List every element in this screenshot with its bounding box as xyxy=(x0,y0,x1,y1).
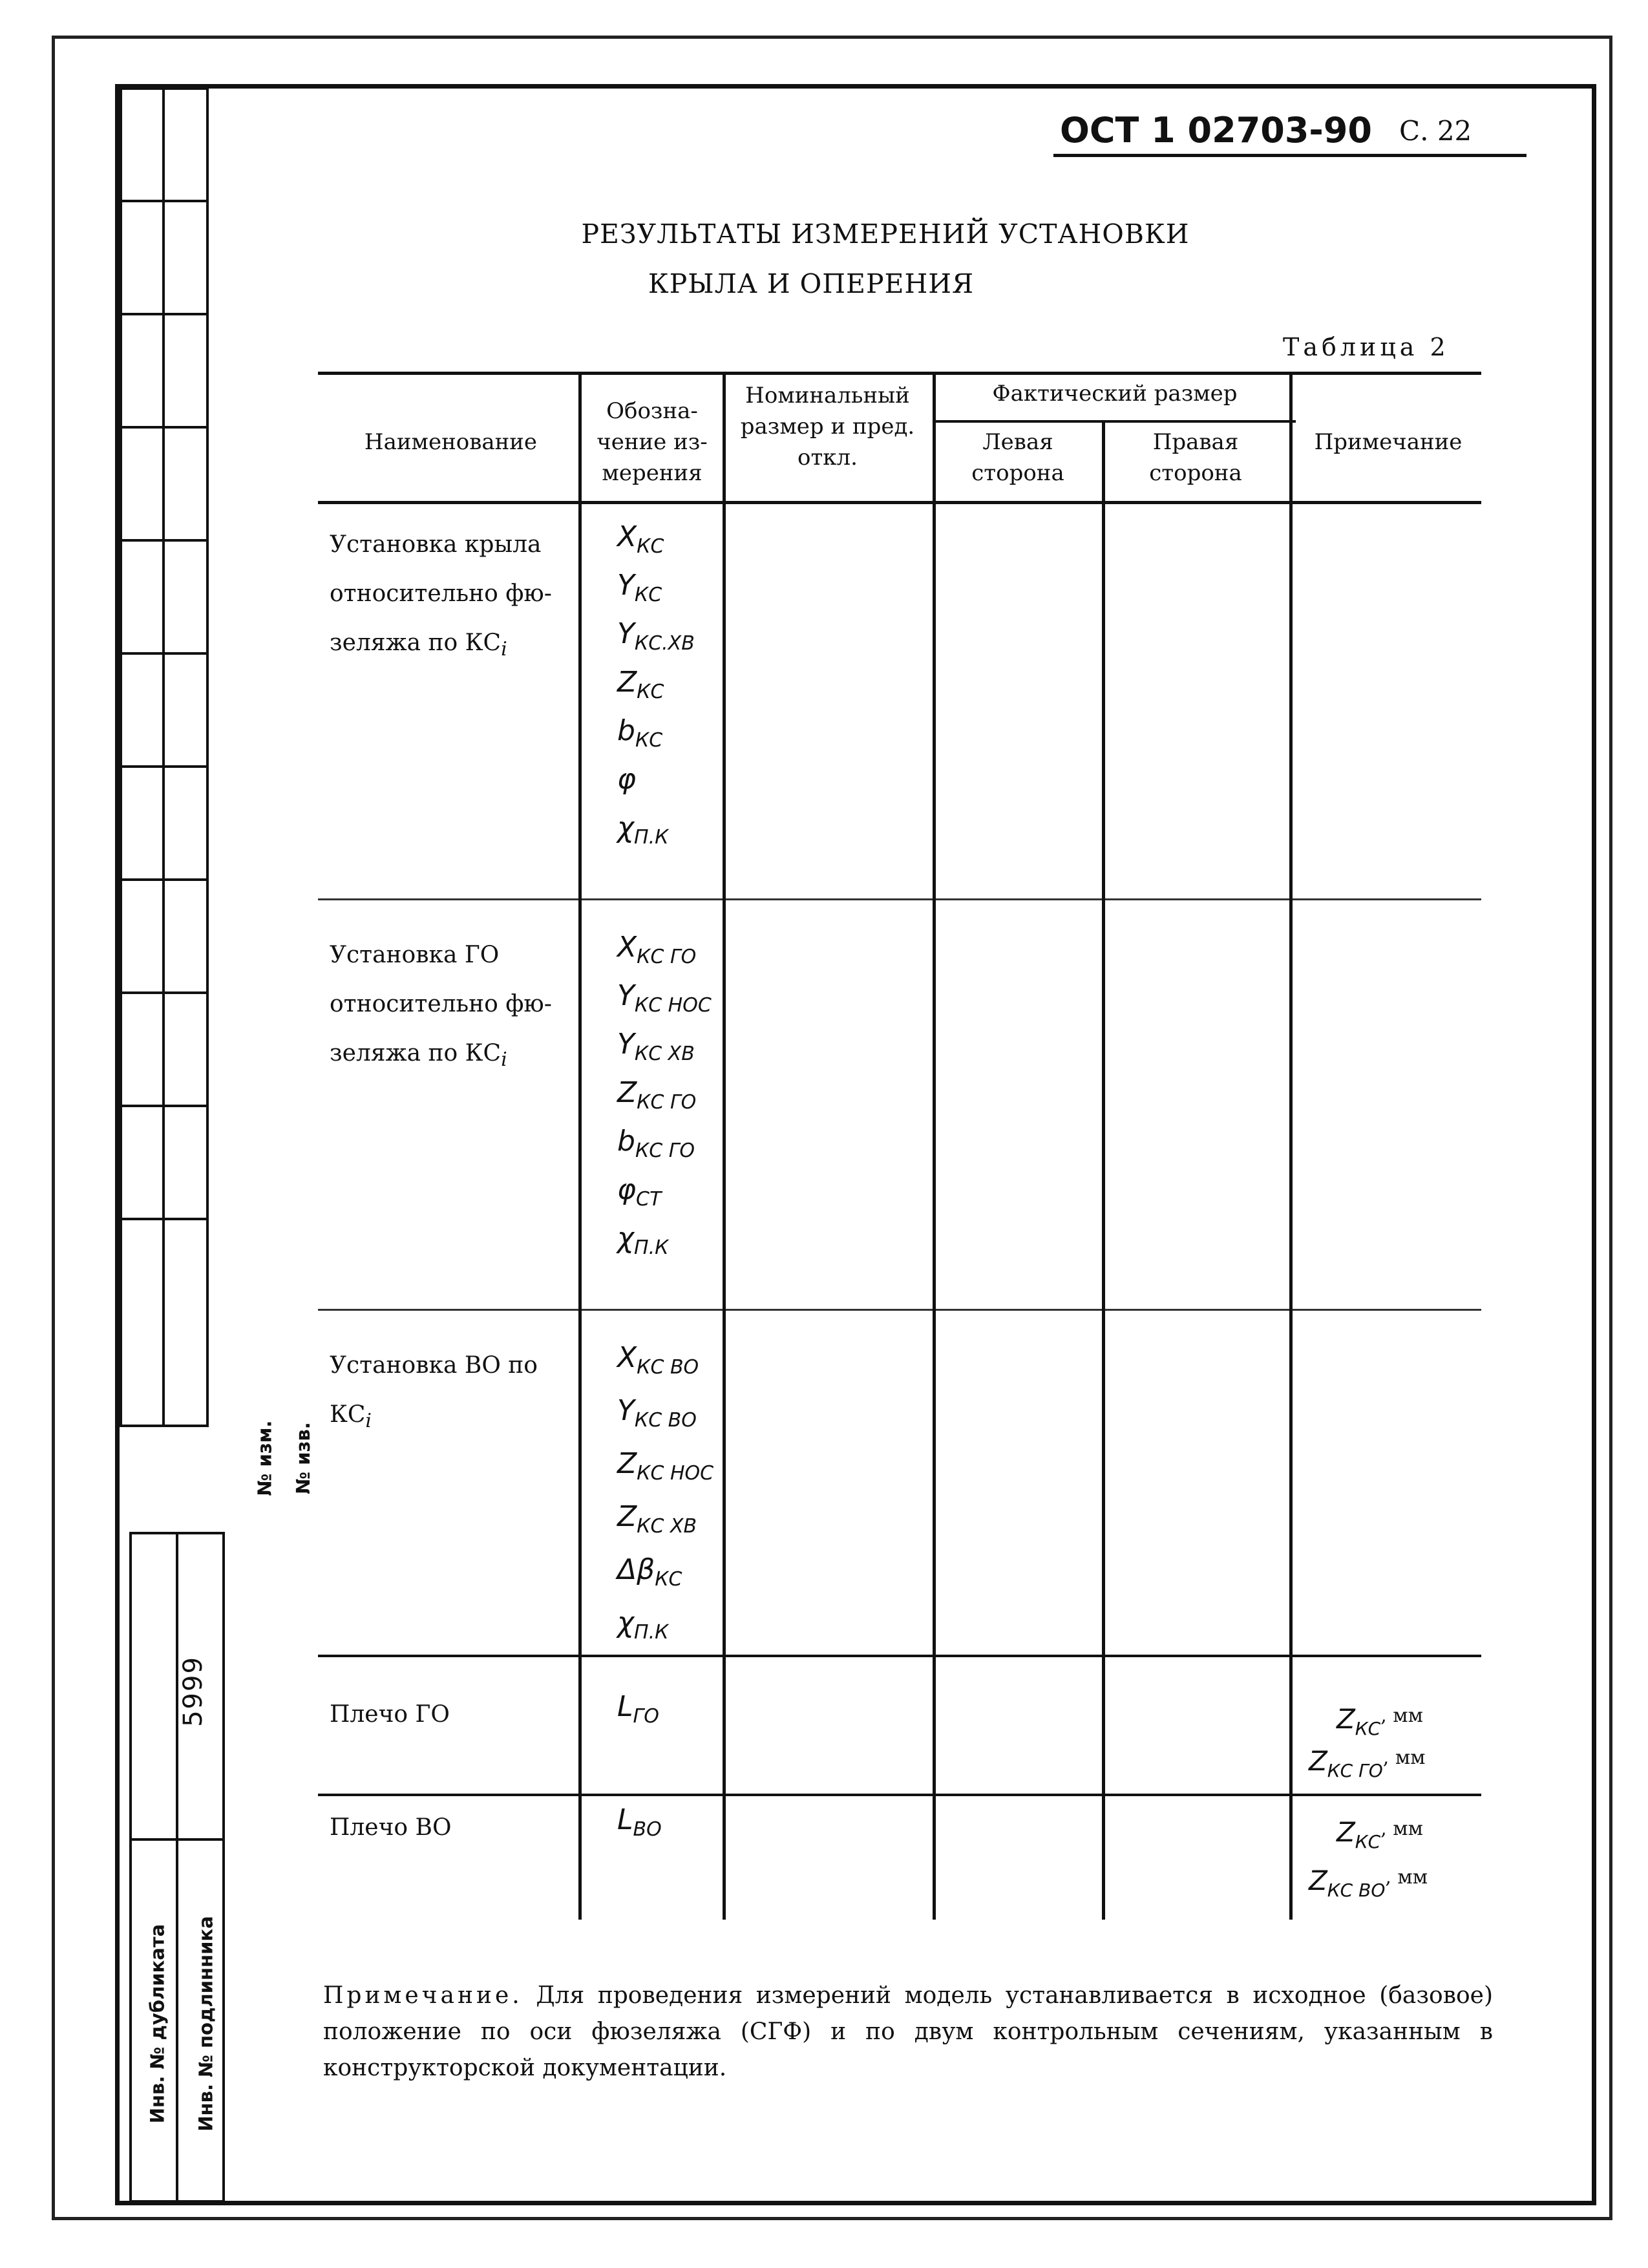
actual-size-subrule xyxy=(934,420,1296,423)
measurement-symbol xyxy=(617,520,664,558)
symbol-base: Y xyxy=(617,979,635,1012)
header-note: Примечание xyxy=(1314,429,1463,455)
symbol-subscript: КС ГО xyxy=(637,1091,697,1114)
footnote xyxy=(323,1978,1493,2086)
symbol-subscript: КС xyxy=(634,584,662,606)
measurement-symbol xyxy=(617,666,664,703)
measurement-symbol xyxy=(617,1553,682,1591)
header-designation-line-2: чение из- xyxy=(597,429,708,455)
col-rule-2 xyxy=(723,372,726,1920)
measurement-symbol xyxy=(617,1447,713,1485)
header-designation-line-1: Обозна- xyxy=(606,398,698,424)
symbol-base: Z xyxy=(617,1447,637,1480)
row-name-cell xyxy=(330,931,575,1085)
header-nominal-line-1: Номинальный xyxy=(745,383,910,408)
symbol-base: φ xyxy=(617,763,637,796)
col-rule-1 xyxy=(578,372,582,1920)
measurement-symbol xyxy=(617,979,712,1017)
row-name-line: Плечо ВО xyxy=(330,1814,452,1841)
note-symbol-base: Z xyxy=(1309,1865,1327,1896)
header-right-line-2: сторона xyxy=(1149,460,1242,486)
change-number-label: № изм. xyxy=(253,1420,276,1496)
measurement-symbol xyxy=(617,1173,661,1211)
table-label: Таблица 2 xyxy=(1283,333,1450,361)
row-name-line: относительно фю- xyxy=(330,580,552,607)
header-designation xyxy=(582,396,723,489)
symbol-base: b xyxy=(617,1125,635,1158)
symbol-base: b xyxy=(617,714,635,747)
symbol-subscript: КС xyxy=(655,1568,682,1591)
symbol-subscript: КС xyxy=(635,729,663,752)
header-nominal-line-3: откл. xyxy=(798,445,858,471)
note-symbol-subscript: КС ГО xyxy=(1327,1760,1383,1781)
symbol-subscript: КС.ХВ xyxy=(634,632,695,655)
symbol-base: L xyxy=(617,1803,633,1836)
symbol-base: φ xyxy=(617,1173,637,1206)
symbol-subscript: КС ХВ xyxy=(634,1043,695,1065)
symbol-subscript: КС xyxy=(637,681,664,703)
symbol-base: Y xyxy=(617,1028,635,1061)
title-line-2: КРЫЛА И ОПЕРЕНИЯ xyxy=(648,268,975,299)
note-symbol-subscript: КС xyxy=(1355,1718,1381,1739)
row-rule-4 xyxy=(318,1794,1481,1796)
symbol-subscript: КС ГО xyxy=(635,1139,695,1162)
measurement-symbol xyxy=(617,714,662,752)
symbol-base: Y xyxy=(617,569,635,602)
header-right-side xyxy=(1102,427,1289,489)
symbol-base: χ xyxy=(617,1222,635,1255)
measurement-symbol xyxy=(617,1028,695,1065)
header-right-line-1: Правая xyxy=(1152,429,1239,455)
measurement-symbol xyxy=(617,1690,659,1728)
row-rule-2 xyxy=(318,1309,1481,1311)
symbol-subscript: П.К xyxy=(634,1621,669,1644)
measurement-symbol xyxy=(617,1500,697,1538)
symbol-subscript: П.К xyxy=(634,1236,669,1259)
table-top-rule xyxy=(318,372,1481,375)
symbol-base: χ xyxy=(617,811,635,844)
symbol-base: Z xyxy=(617,1076,637,1109)
header-rule xyxy=(1053,154,1527,157)
note-symbol-unit: , мм xyxy=(1385,1866,1428,1889)
note-symbol-base: Z xyxy=(1309,1745,1327,1777)
note-symbol xyxy=(1309,1745,1426,1781)
note-symbol xyxy=(1336,1703,1423,1739)
header-actual-size: Фактический размер xyxy=(992,381,1238,407)
row-name-line: Плечо ГО xyxy=(330,1701,450,1728)
note-symbol-subscript: КС xyxy=(1355,1831,1381,1852)
header-left-line-2: сторона xyxy=(971,460,1064,486)
note-symbol-unit: , мм xyxy=(1380,1704,1423,1727)
note-symbol-unit: , мм xyxy=(1382,1746,1426,1769)
row-name-cell xyxy=(330,1803,575,1852)
symbol-subscript: КС ГО xyxy=(637,946,697,968)
symbol-base: χ xyxy=(617,1606,635,1639)
header-nominal xyxy=(723,380,933,473)
header-designation-line-3: мерения xyxy=(602,460,703,486)
symbol-subscript: КС xyxy=(637,535,664,558)
symbol-base: X xyxy=(617,520,637,553)
note-symbol xyxy=(1309,1865,1428,1901)
col-rule-4 xyxy=(1102,420,1105,1920)
symbol-base: X xyxy=(617,931,637,964)
row-name-line: Установка ВО по xyxy=(330,1352,538,1379)
measurement-symbol xyxy=(617,569,662,606)
row-name-line: относительно фю- xyxy=(330,991,552,1017)
page-number: С. 22 xyxy=(1399,115,1472,147)
symbol-base: Y xyxy=(617,1394,635,1427)
table-header-rule xyxy=(318,501,1481,504)
document-code: ОСТ 1 02703-90 xyxy=(1060,110,1372,151)
row-name-cell xyxy=(330,520,575,674)
note-symbol-base: Z xyxy=(1336,1703,1355,1735)
row-name-line: зеляжа по $КС_i$ xyxy=(330,1040,507,1072)
row-name-subscript: i xyxy=(501,1048,507,1072)
row-name-subscript: i xyxy=(365,1410,372,1433)
header-left-line-1: Левая xyxy=(982,429,1053,455)
original-inventory-number: 5999 xyxy=(178,1656,208,1727)
symbol-subscript: КС НОС xyxy=(634,994,712,1017)
notice-number-label: № изв. xyxy=(291,1422,314,1494)
footnote-lead: Примечание. xyxy=(323,1982,523,2009)
title-line-1: РЕЗУЛЬТАТЫ ИЗМЕРЕНИЙ УСТАНОВКИ xyxy=(581,218,1190,249)
row-name-subscript: i xyxy=(501,638,507,661)
symbol-subscript: ВО xyxy=(633,1818,662,1841)
inventory-stamp-lower xyxy=(129,1532,225,2203)
symbol-subscript: КС ВО xyxy=(637,1356,699,1379)
row-rule-1 xyxy=(318,898,1481,900)
header-name: Наименование xyxy=(364,429,538,455)
symbol-subscript: КС ХВ xyxy=(637,1515,697,1538)
row-name-line: Установка ГО xyxy=(330,942,500,968)
note-symbol-unit: , мм xyxy=(1380,1818,1423,1840)
symbol-subscript: П.К xyxy=(634,826,669,849)
row-name-line: Установка крыла xyxy=(330,531,542,558)
measurement-symbol xyxy=(617,617,695,655)
symbol-base: Y xyxy=(617,617,635,650)
measurement-symbol xyxy=(617,1606,668,1644)
footnote-text: Для проведения измерений модель устанавливается в исходное (базовое) положение по оси фюзеляжа (СГФ) и по двум контрольным сечениям, указанным в конструкторской документации. xyxy=(323,1982,1493,2081)
measurement-symbol xyxy=(617,763,636,796)
symbol-subscript: КС НОС xyxy=(637,1462,714,1485)
header-nominal-line-2: размер и пред. xyxy=(740,414,915,440)
duplicate-inventory-label: Инв. № дубликата xyxy=(146,1924,169,2124)
measurement-symbol xyxy=(617,1125,695,1162)
row-name-line: $КС_i$ xyxy=(330,1401,372,1433)
symbol-subscript: СТ xyxy=(636,1188,662,1211)
measurement-symbol xyxy=(617,1803,662,1841)
symbol-base: Z xyxy=(617,666,637,699)
row-name-cell xyxy=(330,1690,575,1739)
symbol-base: Z xyxy=(617,1500,637,1533)
col-rule-5 xyxy=(1289,372,1293,1920)
note-symbol xyxy=(1336,1816,1423,1852)
original-inventory-label: Инв. № подлинника xyxy=(195,1916,217,2132)
measurement-symbol xyxy=(617,1222,668,1259)
symbol-base: Δβ xyxy=(617,1553,655,1586)
measurement-symbol xyxy=(617,1394,697,1432)
col-rule-3 xyxy=(933,372,936,1920)
symbol-base: X xyxy=(617,1341,637,1374)
measurement-symbol xyxy=(617,1076,696,1114)
symbol-subscript: ГО xyxy=(633,1705,659,1728)
measurement-symbol xyxy=(617,1341,699,1379)
measurement-symbol xyxy=(617,811,668,849)
measurement-symbol xyxy=(617,931,696,968)
row-name-cell xyxy=(330,1341,575,1446)
note-symbol-base: Z xyxy=(1336,1816,1355,1848)
note-symbol-subscript: КС ВО xyxy=(1327,1880,1386,1901)
row-name-line: зеляжа по $КС_i$ xyxy=(330,630,507,661)
header-left-side xyxy=(934,427,1102,489)
symbol-base: L xyxy=(617,1690,633,1723)
row-rule-3 xyxy=(318,1655,1481,1657)
symbol-subscript: КС ВО xyxy=(634,1409,697,1432)
